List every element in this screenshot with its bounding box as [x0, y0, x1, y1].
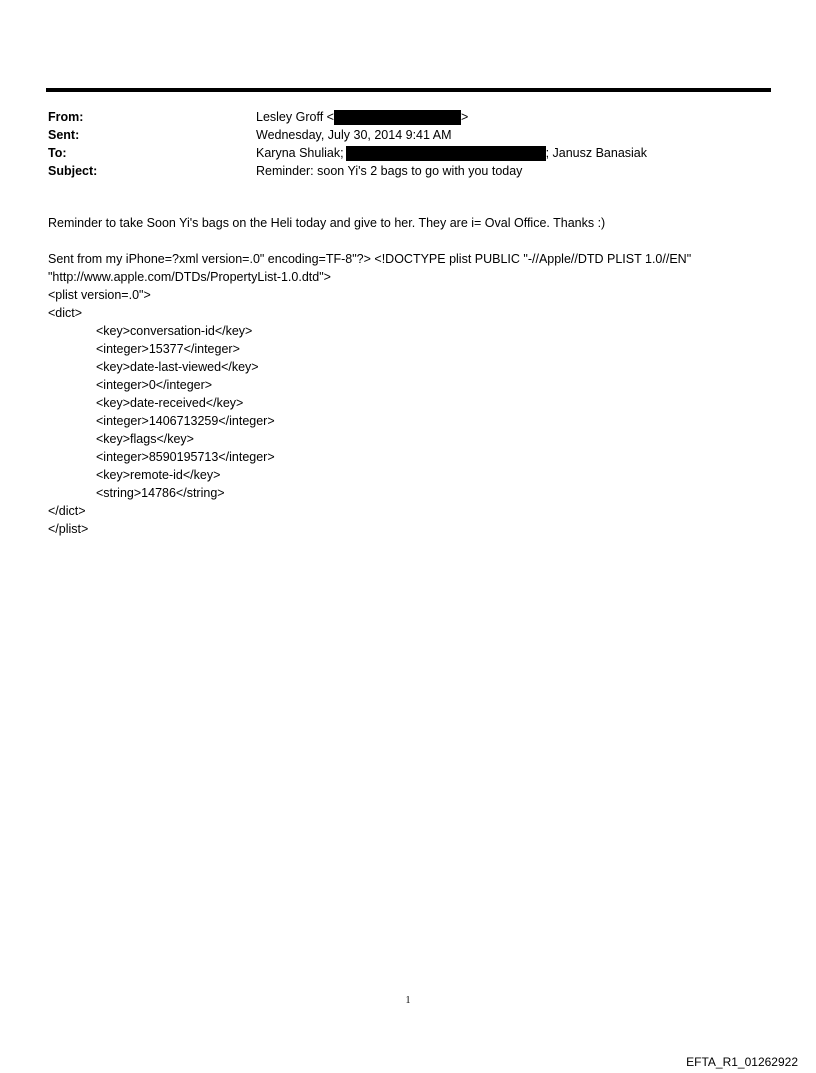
dict-line: <key>conversation-id</key> [96, 324, 253, 338]
from-value [256, 108, 468, 126]
dict-line: <integer>8590195713</integer> [96, 450, 275, 464]
subject-row [48, 162, 647, 180]
sent-label: Sent: [48, 128, 80, 142]
from-label: From: [48, 110, 84, 124]
to-recipient-rest: ; Janusz Banasiak [545, 146, 648, 160]
page-number: 1 [405, 995, 411, 1006]
subject-label: Subject: [48, 164, 98, 178]
sent-row [48, 126, 647, 144]
subject-value: Reminder: soon Yi's 2 bags to go with you today [256, 164, 523, 178]
dict-line: <key>date-last-viewed</key> [96, 360, 259, 374]
header-divider [46, 88, 771, 92]
plist-close: </plist> [48, 522, 89, 536]
plist-open: <plist version=.0"> [48, 288, 151, 302]
document-id: EFTA_R1_01262922 [686, 1055, 798, 1069]
from-sender-name: Lesley Groff < [256, 110, 334, 124]
to-value [256, 144, 647, 162]
to-label: To: [48, 146, 67, 160]
signature-line: "http://www.apple.com/DTDs/PropertyList-1.0.dtd"> [48, 270, 331, 284]
from-sender-suffix: > [460, 110, 469, 124]
dict-line: <integer>1406713259</integer> [96, 414, 275, 428]
to-recipient-1: Karyna Shuliak; [256, 146, 344, 160]
redaction-box [346, 146, 546, 161]
dict-line: <key>date-received</key> [96, 396, 244, 410]
to-row [48, 144, 647, 162]
redaction-box [334, 110, 461, 125]
dict-close: </dict> [48, 504, 86, 518]
sent-value: Wednesday, July 30, 2014 9:41 AM [256, 128, 452, 142]
dict-line: <string>14786</string> [96, 486, 225, 500]
dict-line: <integer>15377</integer> [96, 342, 240, 356]
dict-line: <key>flags</key> [96, 432, 194, 446]
dict-line: <key>remote-id</key> [96, 468, 221, 482]
dict-open: <dict> [48, 306, 83, 320]
from-row [48, 108, 647, 126]
email-header [48, 108, 647, 180]
signature-line: Sent from my iPhone=?xml version=.0" encoding=TF-8"?> <!DOCTYPE plist PUBLIC "-//Apple//DTD PLIST 1.0//EN" [48, 252, 692, 266]
message-text: Reminder to take Soon Yi's bags on the Heli today and give to her. They are i= Oval Office. Thanks :) [48, 216, 606, 230]
dict-line: <integer>0</integer> [96, 378, 213, 392]
email-body [48, 214, 778, 538]
